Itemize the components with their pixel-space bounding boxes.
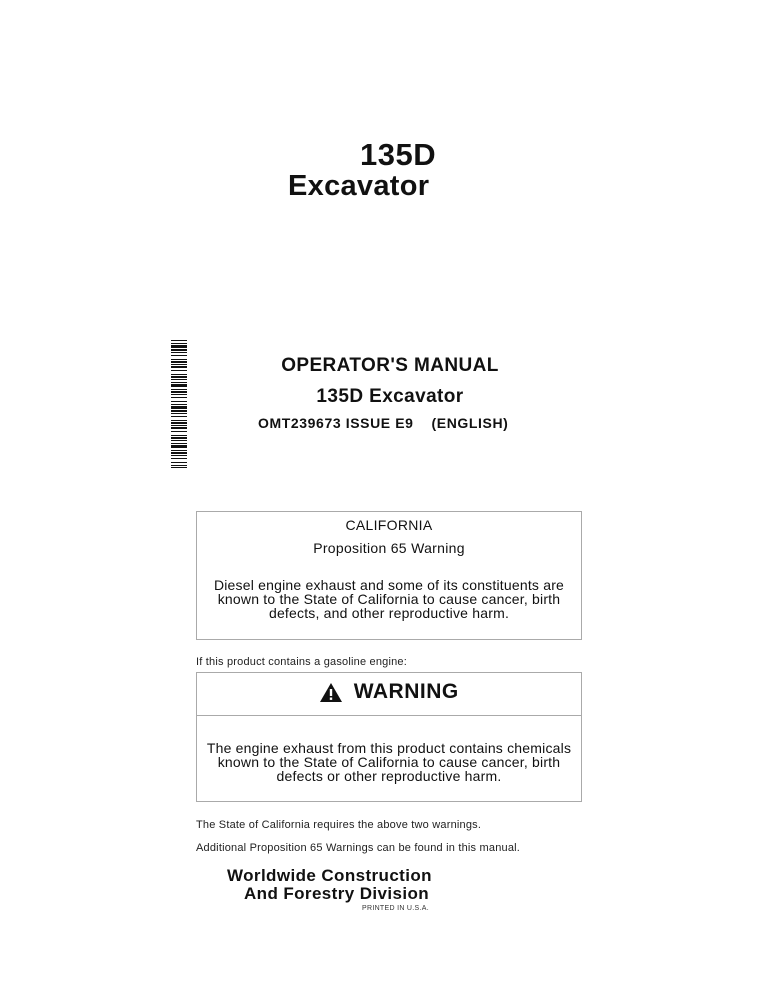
printed-in-usa: PRINTED IN U.S.A. [362,905,429,912]
division-line-2: And Forestry Division [244,884,430,903]
barcode-icon [171,340,187,468]
prop65-heading: Proposition 65 Warning [313,540,465,556]
manual-subtitle: 135D Excavator [316,386,464,407]
warning-box [196,672,582,802]
manual-title: OPERATOR'S MANUAL [281,355,499,376]
warning-body: The engine exhaust from this product contains chemicals known to the State of California to cause cancer, birth defects or other reproductive harm. [206,740,572,784]
product-name: Excavator [288,170,430,202]
state-requirement-note: The State of California requires the above two warnings. [196,819,482,831]
prop65-body: Diesel engine exhaust and some of its constituents are known to the State of California to cause cancer, birth defects, and other reproductive harm. [213,577,565,621]
warning-triangle-icon [319,682,343,703]
manual-code: OMT239673 ISSUE E9 (ENGLISH) [258,415,509,431]
warning-header [197,673,581,716]
gasoline-note: If this product contains a gasoline engine: [196,656,408,668]
california-heading: CALIFORNIA [345,517,433,533]
additional-warnings-note: Additional Proposition 65 Warnings can be found in this manual. [196,842,521,854]
warning-label: WARNING [353,680,459,703]
california-prop65-box [196,511,582,640]
model-number: 135D [360,137,437,172]
division-line-1: Worldwide Construction [227,866,432,885]
